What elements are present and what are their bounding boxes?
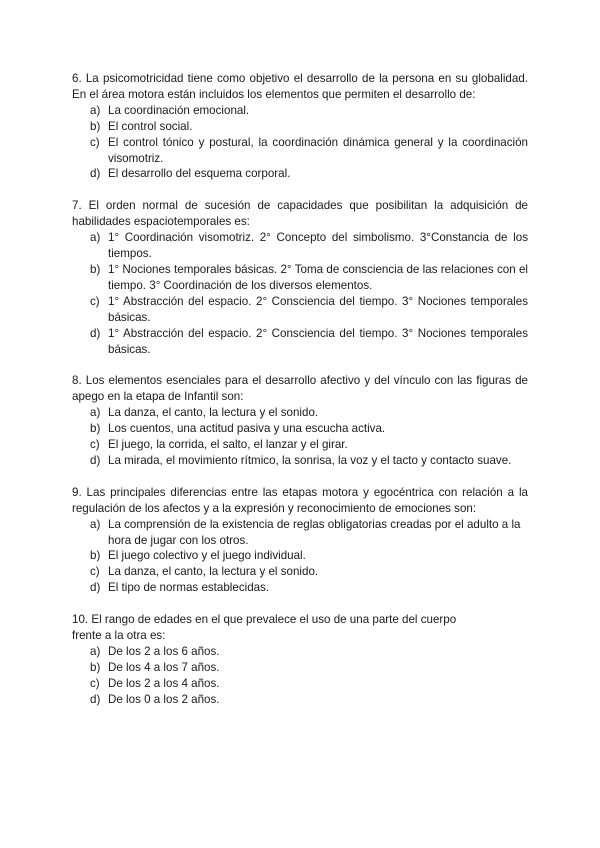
question-stem: 8. Los elementos esenciales para el desarrollo afectivo y del vínculo con las figuras de apego en la etapa de Infantil son: bbox=[72, 374, 528, 404]
question-8 bbox=[72, 373, 528, 468]
option-text: La danza, el canto, la lectura y el sonido. bbox=[108, 406, 319, 420]
option-b bbox=[72, 262, 528, 294]
option-text: La danza, el canto, la lectura y el sonido. bbox=[108, 565, 319, 579]
option-letter: a) bbox=[90, 406, 101, 420]
option-text: El control social. bbox=[108, 119, 193, 133]
option-b bbox=[72, 660, 528, 676]
question-9 bbox=[72, 485, 528, 596]
option-a bbox=[72, 230, 528, 262]
question-stem: 6. La psicomotricidad tiene como objetivo el desarrollo de la persona en su globalidad. En el área motora están incluidos los elementos que permiten el desarrollo de: bbox=[72, 72, 528, 101]
question-stem bbox=[72, 612, 528, 644]
option-letter: a) bbox=[90, 517, 101, 531]
option-letter: a) bbox=[90, 231, 101, 245]
option-letter: c) bbox=[90, 294, 100, 308]
option-letter: d) bbox=[90, 326, 101, 340]
option-list bbox=[72, 230, 528, 357]
option-text: El juego colectivo y el juego individual. bbox=[108, 549, 306, 563]
question-7 bbox=[72, 198, 528, 357]
option-text: 1° Abstracción del espacio. 2° Consciencia del tiempo. 3° Nociones temporales básicas. bbox=[108, 294, 528, 324]
option-b bbox=[72, 119, 528, 135]
option-letter: c) bbox=[90, 676, 100, 690]
question-stem: 9. Las principales diferencias entre las etapas motora y egocéntrica con relación a la regulación de los afectos y a la expresión y reconocimiento de emociones son: bbox=[72, 485, 528, 515]
question-stem-line: 10. El rango de edades en el que prevalece el uso de una parte del cuerpo bbox=[72, 613, 457, 627]
option-list bbox=[72, 405, 528, 469]
option-text: El tipo de normas establecidas. bbox=[108, 581, 270, 595]
option-c bbox=[72, 676, 528, 692]
option-letter: c) bbox=[90, 135, 100, 149]
option-a bbox=[72, 405, 528, 421]
option-a bbox=[72, 517, 528, 549]
option-list bbox=[72, 103, 528, 183]
option-text: Los cuentos, una actitud pasiva y una escucha activa. bbox=[108, 422, 386, 436]
option-text: El juego, la corrida, el salto, el lanzar y el girar. bbox=[108, 438, 348, 452]
option-text: De los 2 a los 4 años. bbox=[108, 676, 220, 690]
option-text: De los 0 a los 2 años. bbox=[108, 692, 220, 706]
option-letter: a) bbox=[90, 103, 101, 117]
option-text: 1° Coordinación visomotriz. 2° Concepto del simbolismo. 3°Constancia de los tiempos. bbox=[108, 231, 528, 261]
option-c bbox=[72, 564, 528, 580]
option-d bbox=[72, 580, 528, 596]
option-letter: c) bbox=[90, 565, 100, 579]
option-b bbox=[72, 548, 528, 564]
option-d bbox=[72, 166, 528, 182]
option-text: La mirada, el movimiento rítmico, la sonrisa, la voz y el tacto y contacto suave. bbox=[108, 453, 512, 467]
option-text: El control tónico y postural, la coordinación dinámica general y la coordinación visomotriz. bbox=[108, 135, 528, 165]
question-stem: 7. El orden normal de sucesión de capacidades que posibilitan la adquisición de habilidades espaciotemporales es: bbox=[72, 199, 528, 229]
option-text: De los 4 a los 7 años. bbox=[108, 660, 220, 674]
option-c bbox=[72, 135, 528, 167]
option-a bbox=[72, 644, 528, 660]
option-letter: d) bbox=[90, 167, 101, 181]
option-b bbox=[72, 421, 528, 437]
option-letter: d) bbox=[90, 581, 101, 595]
exam-page bbox=[72, 71, 528, 724]
option-list bbox=[72, 517, 528, 597]
option-letter: b) bbox=[90, 119, 101, 133]
option-text: 1° Abstracción del espacio. 2° Consciencia del tiempo. 3° Nociones temporales básicas. bbox=[108, 326, 528, 356]
option-d bbox=[72, 453, 528, 469]
option-list bbox=[72, 644, 528, 708]
option-letter: b) bbox=[90, 549, 101, 563]
option-letter: d) bbox=[90, 692, 101, 706]
question-stem-line: frente a la otra es: bbox=[72, 629, 166, 643]
option-text: La coordinación emocional. bbox=[108, 103, 250, 117]
option-d bbox=[72, 326, 528, 358]
option-text: De los 2 a los 6 años. bbox=[108, 645, 220, 658]
question-6 bbox=[72, 71, 528, 182]
option-letter: c) bbox=[90, 438, 100, 452]
option-letter: a) bbox=[90, 645, 101, 658]
option-letter: d) bbox=[90, 453, 101, 467]
option-text: La comprensión de la existencia de reglas obligatorias creadas por el adulto a la hora de jugar con los otros. bbox=[108, 517, 521, 547]
option-c bbox=[72, 294, 528, 326]
option-a bbox=[72, 103, 528, 119]
question-10 bbox=[72, 612, 528, 707]
option-letter: b) bbox=[90, 422, 101, 436]
option-letter: b) bbox=[90, 660, 101, 674]
option-c bbox=[72, 437, 528, 453]
option-text: 1° Nociones temporales básicas. 2° Toma de consciencia de las relaciones con el tiempo. 3° Coordinación de los diversos elementos. bbox=[108, 262, 528, 292]
option-text: El desarrollo del esquema corporal. bbox=[108, 167, 291, 181]
option-letter: b) bbox=[90, 262, 101, 276]
option-d bbox=[72, 692, 528, 708]
